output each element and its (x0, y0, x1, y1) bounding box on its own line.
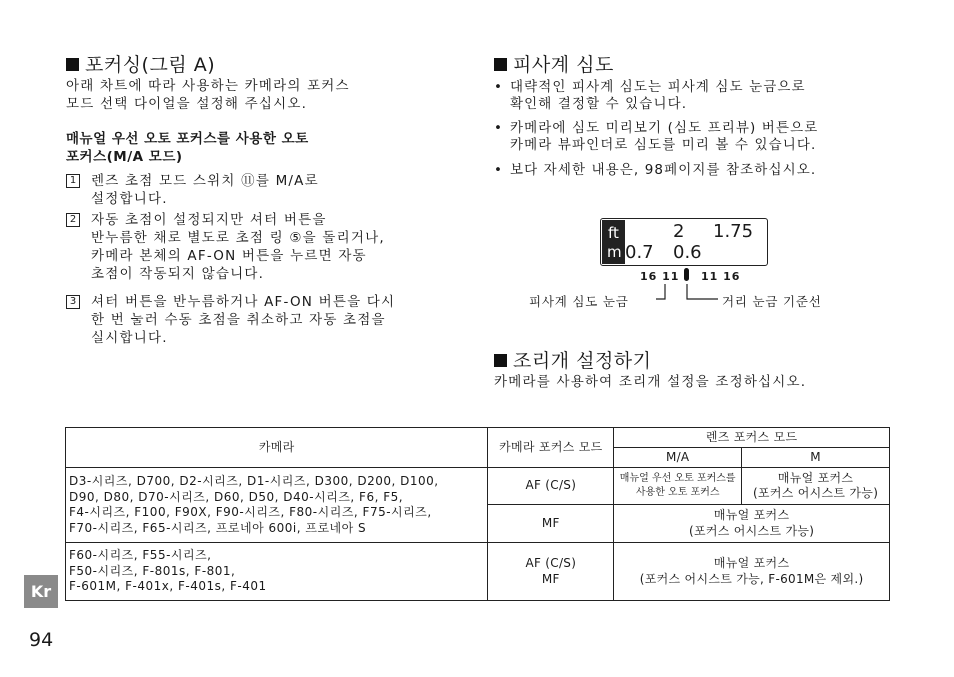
dof-bullet-2: • 카메라에 심도 미리보기 (심도 프리뷰) 버튼으로 카메라 뷰파인더로 심도를 미리 볼 수 있습니다. (494, 120, 819, 153)
m-value: 0.6 (673, 242, 702, 263)
g1-mf-lens: 매뉴얼 포커스 (포커스 어시스트 가능) (614, 505, 890, 543)
header-ma: M/A (614, 448, 742, 468)
bullet-dot-icon: • (494, 162, 504, 178)
header-lens-mode: 렌즈 포커스 모드 (614, 428, 890, 448)
ft-value: 2 (673, 221, 685, 242)
group1-cameras: D3-시리즈, D700, D2-시리즈, D1-시리즈, D300, D200, D100, D90, D80, D70-시리즈, D60, D50, D40-시리즈, F6, F5, F4-시리즈, F100, F90X, F90-시리즈, F80-시리즈, F75-시리즈, F70-시리즈, F65-시리즈, 프로네아 600i, 프로네아 S (66, 468, 488, 543)
focus-mode-table (65, 427, 890, 601)
language-tab: Kr (24, 575, 58, 608)
m-value: 0.7 (625, 242, 654, 263)
dof-marks-right: 11 16 (701, 270, 741, 283)
unit-m-label: m (607, 243, 622, 261)
dof-bullet-3: • 보다 자세한 내용은, 98페이지를 참조하십시오. (494, 162, 817, 178)
header-camera-mode: 카메라 포커스 모드 (488, 428, 614, 468)
square-bullet-icon (494, 354, 507, 367)
unit-ft-label: ft (608, 224, 619, 242)
square-bullet-icon (66, 58, 79, 71)
step-3: 3 셔터 버튼을 반누름하거나 AF-ON 버튼을 다시 한 번 눌러 수동 초점을 취소하고 자동 초점을 실시합니다. (66, 293, 395, 347)
aperture-heading: 조리개 설정하기 (494, 346, 652, 373)
group2-cameras: F60-시리즈, F55-시리즈, F50-시리즈, F-801s, F-801, F-601M, F-401x, F-401s, F-401 (66, 543, 488, 601)
page-number: 94 (29, 629, 54, 651)
bullet-dot-icon: • (494, 120, 504, 136)
g2-mode: AF (C/S) MF (488, 543, 614, 601)
aperture-text: 카메라를 사용하여 조리개 설정을 조정하십시오. (494, 374, 807, 390)
focus-heading: 포커싱(그림 A) (66, 50, 215, 77)
g1-m-cell: 매뉴얼 포커스 (포커스 어시스트 가능) (742, 468, 890, 505)
distance-index-mark (684, 268, 689, 281)
header-camera: 카메라 (66, 428, 488, 468)
bullet-dot-icon: • (494, 79, 504, 95)
g1-mf-mode: MF (488, 505, 614, 543)
distance-index-label: 거리 눈금 기준선 (722, 294, 822, 309)
dof-scale-label: 피사계 심도 눈금 (529, 294, 629, 309)
step-1: 1 렌즈 초점 모드 스위치 ⑪를 M/A로 설정합니다. (66, 172, 319, 208)
step-2: 2 자동 초점이 설정되지만 셔터 버튼을 반누름한 채로 별도로 초점 링 ⑤을 돌리거나, 카메라 본체의 AF-ON 버튼을 누르면 자동 초점이 작동되지 않습니다. (66, 211, 385, 283)
g1-af-mode: AF (C/S) (488, 468, 614, 505)
square-bullet-icon (494, 58, 507, 71)
focus-intro: 아래 차트에 따라 사용하는 카메라의 포커스 모드 선택 다이얼을 설정해 주십시오. (66, 78, 350, 112)
g1-ma-cell: 매뉴얼 우선 오토 포커스를 사용한 오토 포커스 (614, 468, 742, 505)
ft-value: 1.75 (713, 221, 754, 242)
distance-scale-figure (600, 218, 770, 268)
header-m: M (742, 448, 890, 468)
dof-heading: 피사계 심도 (494, 50, 614, 77)
dof-bullet-1: • 대략적인 피사계 심도는 피사계 심도 눈금으로 확인해 결정할 수 있습니다. (494, 79, 806, 112)
focus-subheading: 매뉴얼 우선 오토 포커스를 사용한 오토 포커스(M/A 모드) (66, 131, 309, 165)
leader-lines (640, 284, 730, 304)
g2-lens: 매뉴얼 포커스 (포커스 어시스트 가능, F-601M은 제외.) (614, 543, 890, 601)
dof-marks-left: 16 11 (640, 270, 680, 283)
